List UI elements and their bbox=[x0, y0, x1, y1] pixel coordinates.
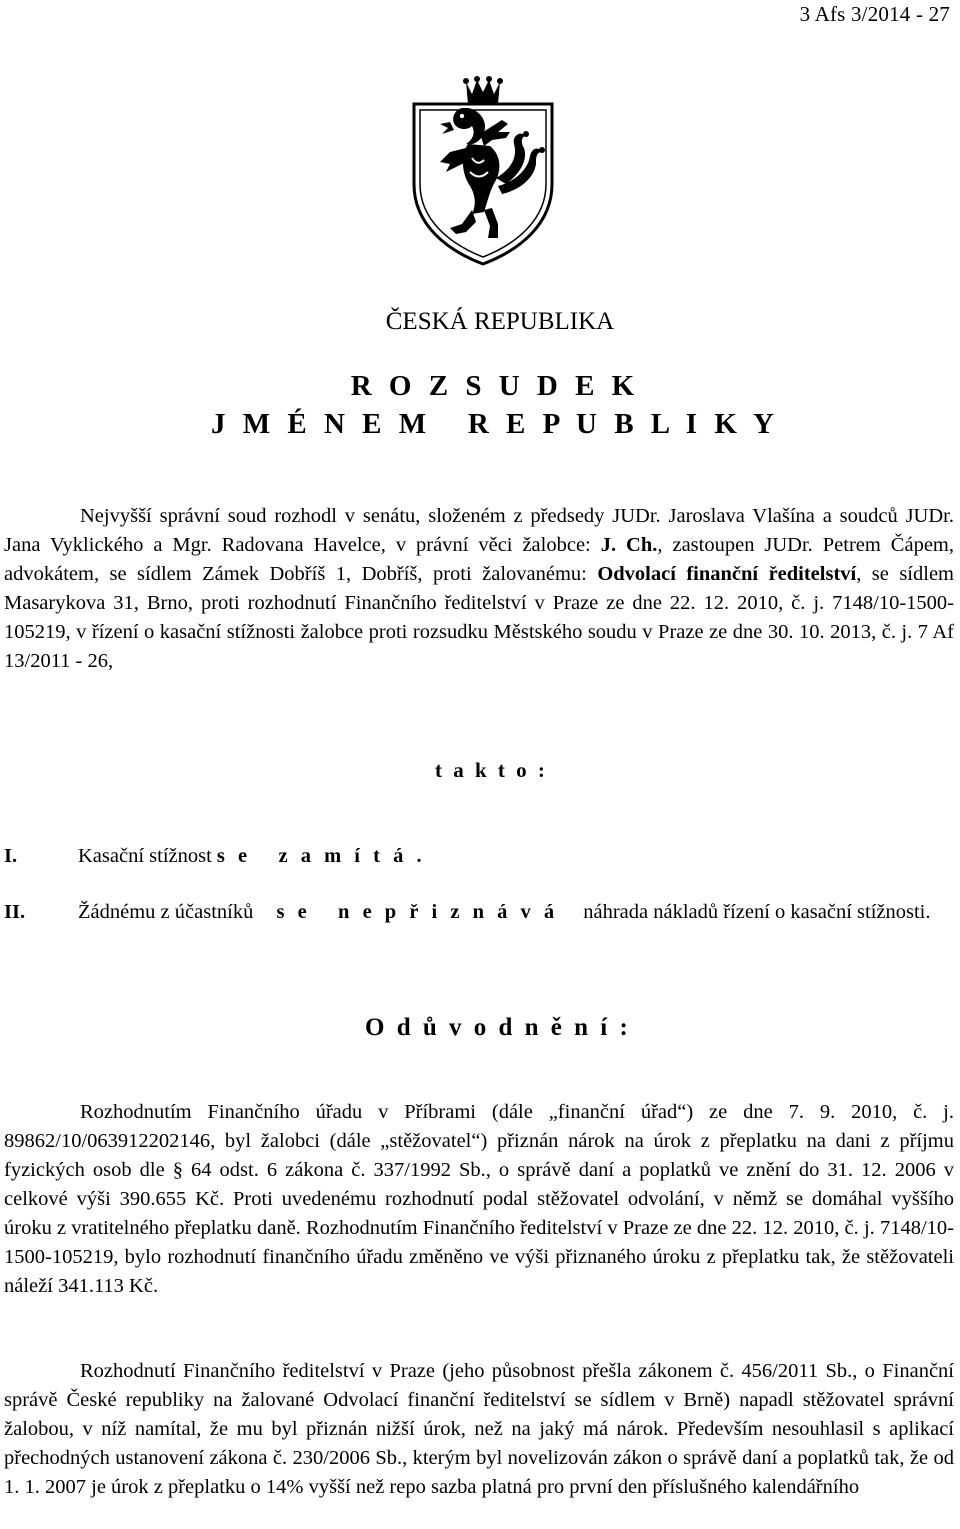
intro-paragraph bbox=[4, 502, 954, 676]
reasoning-paragraph bbox=[4, 1098, 954, 1301]
intro-text-2: , zastoupen JUDr. Petrem Čápem, advokátem, se sídlem Zámek Dobříš 1, Dobříš, proti žalovanému: bbox=[4, 534, 954, 585]
verdict-text bbox=[78, 842, 954, 871]
defendant-name: Odvolací finanční ředitelství bbox=[597, 563, 857, 585]
reasoning-paragraph bbox=[4, 1357, 954, 1502]
takto-heading: t a k t o : bbox=[435, 758, 548, 782]
verdict-text-before: Kasační stížnost bbox=[78, 845, 217, 867]
reasoning-heading: O d ů v o d n ě n í : bbox=[365, 1014, 631, 1041]
intro-text-1: Nejvyšší správní soud rozhodl v senátu, složeném z předsedy JUDr. Jaroslava Vlašína a soudců JUDr. Jana Vyklického a Mgr. Radovana Havelce, v právní věci žalobce: bbox=[4, 505, 954, 556]
verdict-emphasis: s e z a m í t á . bbox=[216, 845, 426, 867]
verdict-title-line1: R O Z S U D E K bbox=[350, 370, 640, 402]
verdict-title-line2: J M É N E M R E P U B L I K Y bbox=[210, 408, 779, 440]
verdict-number: II. bbox=[4, 901, 26, 923]
verdict-number: I. bbox=[4, 845, 18, 867]
verdict-text-after: náhrada nákladů řízení o kasační stížnosti. bbox=[578, 901, 931, 923]
verdict-item bbox=[4, 898, 954, 927]
state-name: ČESKÁ REPUBLIKA bbox=[385, 308, 615, 335]
verdict-emphasis: s e n e p ř i z n á v á bbox=[276, 901, 559, 923]
verdict-text bbox=[78, 898, 954, 927]
coat-of-arms-icon bbox=[410, 74, 556, 266]
verdict-title bbox=[0, 367, 960, 443]
case-number: 3 Afs 3/2014 - 27 bbox=[799, 2, 950, 26]
intro-text-3: , se sídlem Masarykova 31, Brno, proti rozhodnutí Finančního ředitelství v Praze ze dne 22. 12. 2010, č. j. 7148/10-1500-105219, v řízení o kasační stížnosti žalobce proti rozsudku Městského soudu v Praze ze dne 30. 10. 2013, č. j. 7 Af 13/2011 - 26, bbox=[4, 563, 954, 672]
verdict-item bbox=[4, 842, 954, 871]
verdict-text-before: Žádnému z účastníků bbox=[78, 901, 259, 923]
plaintiff-name: J. Ch. bbox=[600, 534, 658, 556]
reasoning-text-2: Rozhodnutí Finančního ředitelství v Praze (jeho působnost přešla zákonem č. 456/2011 Sb., o Finanční správě České republiky na žalované Odvolací finanční ředitelství se sídlem v Brně) napadl stěžovatel správní žalobou, v níž namítal, že mu byl přiznán nižší úrok, než na jaký má nárok. Především nesouhlasil s aplikací přechodných ustanovení zákona č. 230/2006 Sb., kterým byl novelizován zákon o správě daní a poplatků tak, že od 1. 1. 2007 je úrok z přeplatku o 14% vyšší než repo sazba platná pro první den příslušného kalendářního bbox=[4, 1360, 954, 1498]
reasoning-text-1: Rozhodnutím Finančního úřadu v Příbrami (dále „finanční úřad“) ze dne 7. 9. 2010, č. j. 89862/10/063912202146, byl žalobci (dále „stěžovatel“) přiznán nárok na úrok z přeplatku na dani z příjmu fyzických osob dle § 64 odst. 6 zákona č. 337/1992 Sb., o správě daní a poplatků ve znění do 31. 12. 2006 v celkové výši 390.655 Kč. Proti uvedenému rozhodnutí podal stěžovatel odvolání, v němž se domáhal vyššího úroku z vratitelného přeplatku daně. Rozhodnutím Finančního ředitelství v Praze ze dne 22. 12. 2010, č. j. 7148/10-1500-105219, bylo rozhodnutí finančního úřadu změněno ve výši přiznaného úroku z přeplatku tak, že stěžovateli náleží 341.113 Kč. bbox=[4, 1101, 954, 1297]
